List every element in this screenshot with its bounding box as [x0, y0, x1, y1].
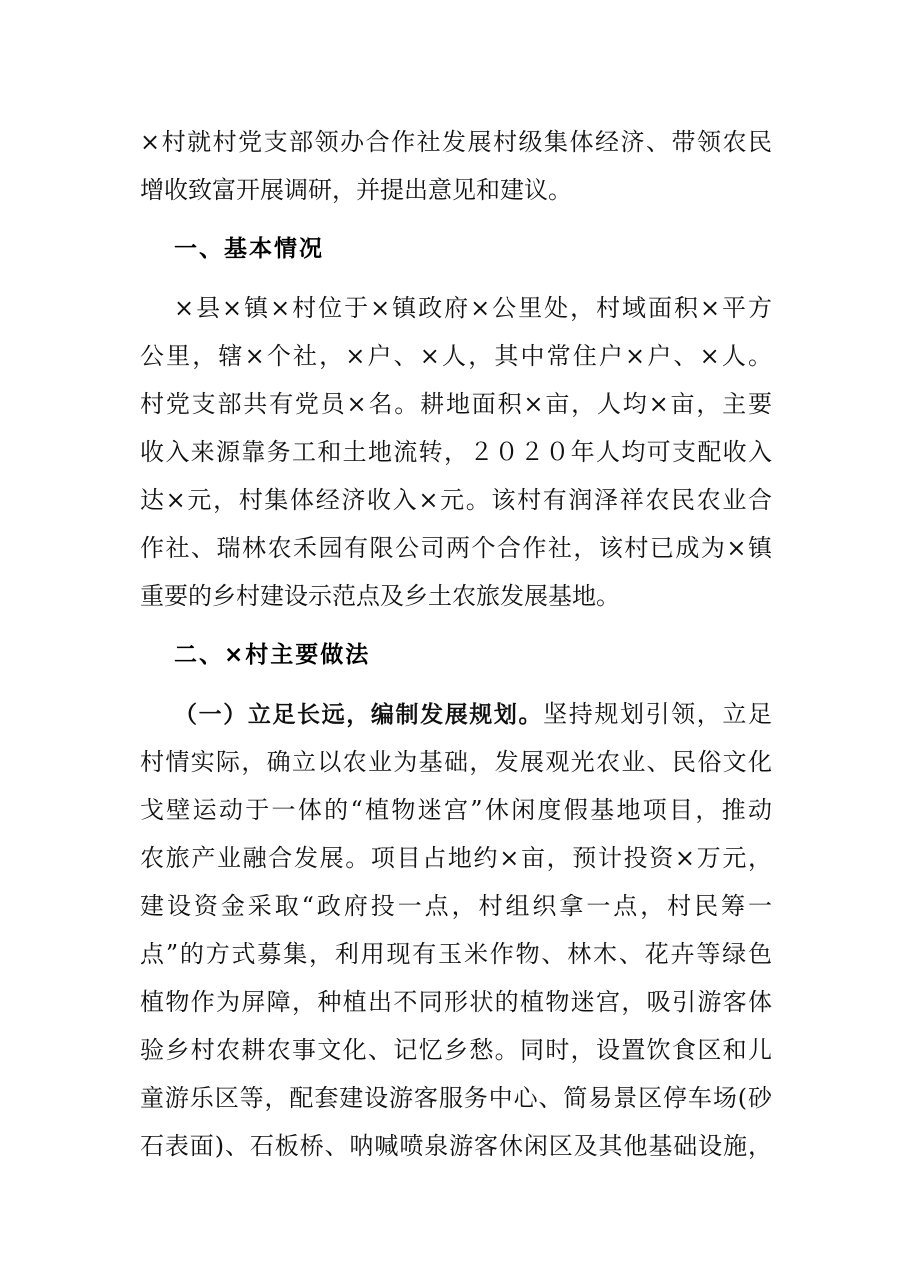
section1-line-1: ×县×镇×村位于×镇政府×公里处，村域面积×平方	[174, 294, 772, 322]
section1-line-3: 村党支部共有党员×名。耕地面积×亩，人均×亩，主要	[140, 390, 772, 418]
section1-line-4: 收入来源靠务工和土地流转，２０２０年人均可支配收入	[140, 438, 772, 466]
subsection1-first-line-rest: 坚持规划引领，立足	[543, 700, 773, 728]
section1-line-5: 达×元，村集体经济收入×元。该村有润泽祥农民农业合	[140, 486, 772, 514]
subsection1-line-2: 村情实际，确立以农业为基础，发展观光农业、民俗文化	[140, 748, 772, 776]
intro-line-1: ×村就村党支部领办合作社发展村级集体经济、带领农民	[140, 128, 772, 156]
subsection1-line-5: 建设资金采取“政府投一点，村组织拿一点，村民筹一	[140, 892, 772, 920]
section1-line-6: 作社、瑞林农禾园有限公司两个合作社，该村已成为×镇	[140, 534, 772, 562]
subsection1-line-6: 点”的方式募集，利用现有玉米作物、林木、花卉等绿色	[140, 940, 772, 968]
subsection1-line-10: 石表面)、石板桥、呐喊喷泉游客休闲区及其他基础设施，	[140, 1132, 772, 1160]
subsection1-line-3: 戈壁运动于一体的“植物迷宫”休闲度假基地项目，推动	[140, 796, 772, 824]
section-heading-basic-situation: 一、基本情况	[174, 236, 324, 262]
subsection1-line-9: 童游乐区等，配套建设游客服务中心、简易景区停车场(砂	[140, 1084, 772, 1112]
subsection1-first-line	[174, 696, 772, 732]
section-heading-main-practices: 二、×村主要做法	[174, 642, 371, 668]
subsection1-title: （一）立足长远，编制发展规划。	[174, 702, 544, 728]
intro-line-2: 增收致富开展调研，并提出意见和建议。	[140, 176, 572, 204]
subsection1-line-7: 植物作为屏障，种植出不同形状的植物迷宫，吸引游客体	[140, 988, 772, 1016]
section1-line-2: 公里，辖×个社，×户、×人，其中常住户×户、×人。	[140, 342, 772, 370]
subsection1-line-8: 验乡村农耕农事文化、记忆乡愁。同时，设置饮食区和儿	[140, 1036, 772, 1064]
section1-line-7: 重要的乡村建设示范点及乡土农旅发展基地。	[140, 582, 620, 610]
subsection1-line-4: 农旅产业融合发展。项目占地约×亩，预计投资×万元，	[140, 844, 772, 872]
